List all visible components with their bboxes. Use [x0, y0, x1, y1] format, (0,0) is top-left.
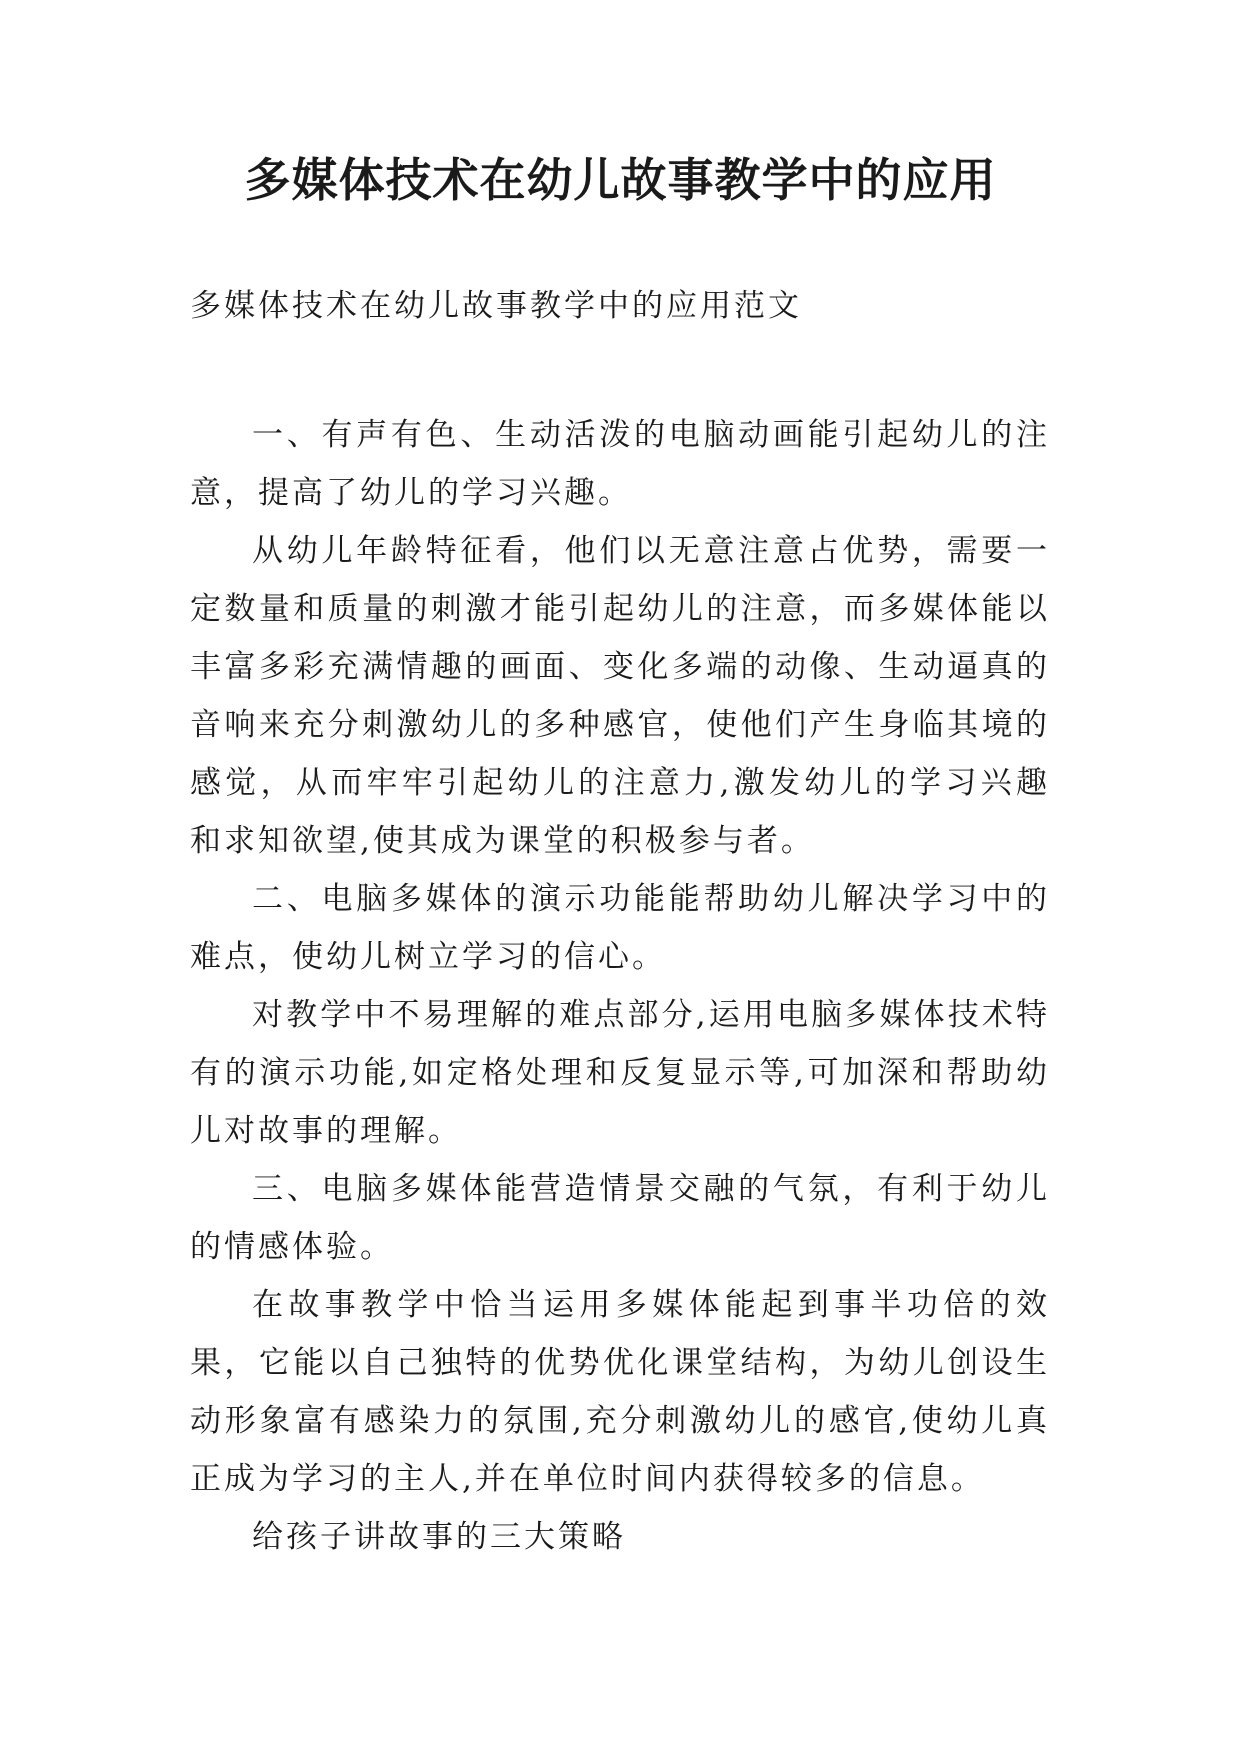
paragraph: 从幼儿年龄特征看，他们以无意注意占优势，需要一定数量和质量的刺激才能引起幼儿的注意，而多媒体能以丰富多彩充满情趣的画面、变化多端的动像、生动逼真的音响来充分刺激幼儿的多种感官，使他们产生身临其境的感觉，从而牢牢引起幼儿的注意力,激发幼儿的学习兴趣和求知欲望,使其成为课堂的积极参与者。 — [190, 533, 1050, 859]
paragraph-heading-2: 二、电脑多媒体的演示功能能帮助幼儿解决学习中的难点，使幼儿树立学习的信心。 — [190, 881, 1050, 975]
paragraph: 在故事教学中恰当运用多媒体能起到事半功倍的效果，它能以自己独特的优势优化课堂结构，为幼儿创设生动形象富有感染力的氛围,充分刺激幼儿的感官,使幼儿真正成为学习的主人,并在单位时间内获得较多的信息。 — [190, 1287, 1050, 1497]
paragraph-heading-1: 一、有声有色、生动活泼的电脑动画能引起幼儿的注意，提高了幼儿的学习兴趣。 — [190, 417, 1050, 511]
paragraph-heading-3: 三、电脑多媒体能营造情景交融的气氛，有利于幼儿的情感体验。 — [190, 1171, 1050, 1265]
section-heading: 给孩子讲故事的三大策略 — [252, 1519, 626, 1555]
document-subtitle: 多媒体技术在幼儿故事教学中的应用范文 — [190, 288, 802, 324]
document-title: 多媒体技术在幼儿故事教学中的应用 — [244, 153, 997, 207]
document-body — [190, 406, 1050, 1566]
paragraph: 对教学中不易理解的难点部分,运用电脑多媒体技术特有的演示功能,如定格处理和反复显示等,可加深和帮助幼儿对故事的理解。 — [190, 997, 1050, 1149]
